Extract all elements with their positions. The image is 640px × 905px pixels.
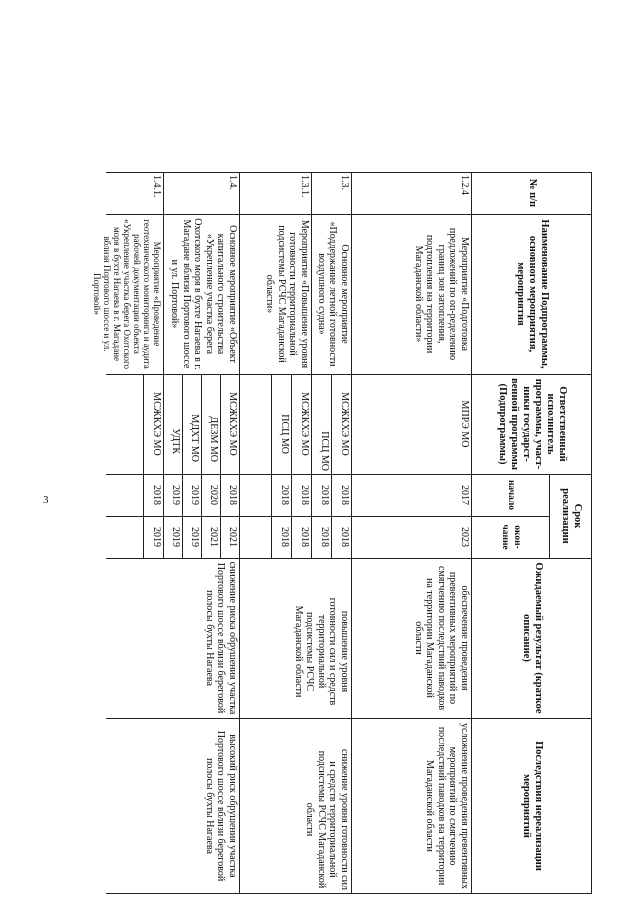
grid-line — [182, 374, 183, 558]
row-3-exec-0: МСЖКХЭ МО — [299, 392, 310, 456]
grid-line — [220, 374, 221, 558]
header-num: № п/п — [527, 178, 538, 208]
row-1-exec-0: МПРЭ МО — [459, 400, 470, 448]
grid-line — [106, 718, 592, 719]
row-4-start-1: 2020 — [208, 485, 219, 505]
grid-line — [201, 374, 202, 558]
row-2-end-1: 2018 — [319, 527, 330, 547]
row-5-num: 1.4.1. — [151, 175, 162, 198]
grid-line — [106, 374, 592, 375]
row-5-start-0: 2018 — [151, 485, 162, 505]
row-2-consequence: снижение уровня готовности сил и средств территориальной подсистемы РСЧС Магаданской области — [304, 749, 350, 890]
row-3-name: Мероприятие «Повышение уровня готовности территориальной подсистемы РСЧС Магаданской области» — [264, 219, 310, 369]
grid-line — [106, 893, 592, 894]
row-3-exec-1: ПСЦ МО — [279, 414, 290, 454]
row-1-end-0: 2023 — [459, 527, 470, 547]
grid-line — [311, 172, 312, 558]
row-2-start-1: 2018 — [319, 485, 330, 505]
page-number: 3 — [43, 494, 49, 506]
rotated-table — [92, 172, 592, 894]
row-4-start-3: 2019 — [170, 485, 181, 505]
header-consequence: Последствия нереализации мероприятий — [521, 741, 544, 871]
grid-line — [106, 474, 592, 475]
row-2-exec-1: ПСЦ МО — [319, 431, 330, 471]
row-3-end-1: 2018 — [279, 527, 290, 547]
row-4-start-0: 2018 — [227, 485, 238, 505]
row-4-name: Основное мероприятие «Объект капитального строительства «Укрепление участка берега Охотского моря в бухте Нагаева в г. Магадане вблизи Портового шоссе и ул. Портовой» — [169, 218, 238, 370]
row-2-num: 1.3. — [339, 175, 350, 190]
row-5-exec-0: МСЖКХЭ МО — [151, 392, 162, 456]
row-4-end-0: 2021 — [227, 527, 238, 547]
row-3-start-0: 2018 — [299, 485, 310, 505]
row-1-result: обеспечение проведения превентивных мероприятий по смягчению последствий паводков на территории Магаданской области — [413, 565, 470, 711]
row-4-exec-1: ДЕЗМ МО — [208, 416, 219, 462]
row-1-consequence: усложнение проведения превентивных мероприятий по смягчению последствий паводков на территории Магаданской области — [424, 723, 470, 889]
row-1-start-0: 2017 — [459, 485, 470, 505]
grid-line — [291, 374, 292, 558]
row-2-end-0: 2018 — [339, 527, 350, 547]
grid-line — [239, 172, 240, 894]
row-2-result: повышение уровня готовности сил и средств территориальной подсистемы РСЧС Магаданской области — [293, 597, 350, 706]
row-3-num: 1.3.1. — [299, 175, 310, 198]
row-4-consequence: высокий риск обрушения участка Портового шоссе вблизи береговой полосы бухты Нагаева — [204, 730, 238, 882]
row-2-exec-0: МСЖКХЭ МО — [339, 392, 350, 456]
header-result: Ожидаемый результат (краткое описание) — [521, 562, 544, 714]
row-4-end-2: 2019 — [189, 527, 200, 547]
row-4-result: снижение риска обрушения участка Портового шоссе вблизи береговой полосы бухты Нагаева — [204, 561, 238, 715]
grid-line — [106, 516, 550, 517]
header-term: Срок реализации — [560, 488, 583, 544]
row-4-end-3: 2019 — [170, 527, 181, 547]
grid-line — [331, 374, 332, 558]
row-3-start-1: 2018 — [279, 485, 290, 505]
row-3-end-0: 2018 — [299, 527, 310, 547]
row-5-name: Мероприятие «Проведение геотехнического мониторинга и аудита рабочей документации объекта «Укрепление участка берега Охотского моря в бухте Нагаева в г. Магадане вблизи Портового шоссе и ул. Портовой» — [92, 219, 162, 369]
header-start: начало — [506, 479, 516, 511]
grid-line — [471, 172, 472, 894]
row-1-num: 1.2.4 — [459, 175, 470, 195]
row-4-exec-0: МСЖКХЭ МО — [227, 392, 238, 456]
grid-line — [271, 374, 272, 558]
header-exec: Ответственный исполнитель программы, участ-ники государст-венной программы (Подпрограммы) — [497, 378, 568, 470]
header-name: Наименование Подпрограммы, основного мероприятия, мероприятия — [515, 219, 550, 369]
grid-line — [549, 474, 550, 558]
row-4-end-1: 2021 — [208, 527, 219, 547]
row-4-exec-2: МДХТ МО — [189, 414, 200, 462]
row-1-name: Мероприятие «Подготовка предложений по оп-ределению границ зон затопления, подтопления на территории Магаданской области» — [413, 227, 470, 361]
grid-line — [163, 172, 164, 558]
row-2-name: Основное мероприятие «Поддержание летной готовности воздушного судна» — [316, 221, 350, 367]
row-4-start-2: 2019 — [189, 485, 200, 505]
grid-line — [351, 172, 352, 894]
grid-line — [106, 172, 592, 173]
grid-line — [143, 374, 144, 558]
row-2-start-0: 2018 — [339, 485, 350, 505]
row-4-num: 1.4. — [227, 175, 238, 190]
row-4-exec-3: УДТК — [170, 428, 181, 454]
header-end: окон-чание — [500, 524, 522, 550]
grid-line — [591, 172, 592, 894]
grid-line — [106, 558, 592, 559]
row-5-end-0: 2019 — [151, 527, 162, 547]
grid-line — [106, 214, 592, 215]
